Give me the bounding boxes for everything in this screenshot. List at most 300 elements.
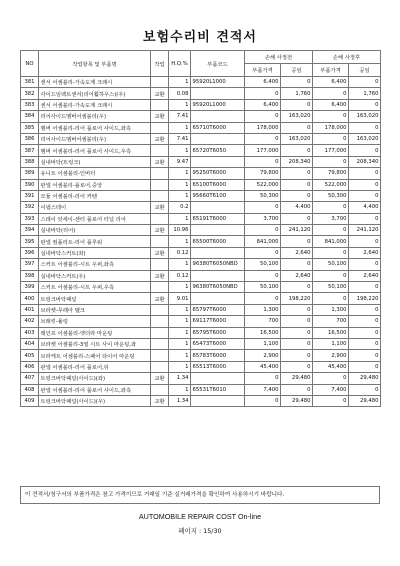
table-row [21,384,381,395]
header-work: 작업 [151,51,169,77]
item-name: 트렁크바닥패널(사이드)(우) [39,395,151,406]
hq-value: 1 [169,190,191,201]
before-part-price: 0 [245,88,281,99]
work-type [151,99,169,110]
item-name: 실내바닥(트렁크) [39,156,151,167]
after-part-price: 79,800 [313,168,349,179]
before-labor: 0 [281,316,313,327]
part-code: 95920L1000 [191,99,245,110]
work-type: 교환 [151,270,169,281]
row-no: 382 [21,88,39,99]
before-part-price: 0 [245,225,281,236]
before-part-price: 0 [245,395,281,406]
item-name: 판넬 어셈블리-리어 플로어,뒤 [39,361,151,372]
hq-value: 1 [169,179,191,190]
hq-value: 1 [169,304,191,315]
part-code [191,247,245,258]
table-row [21,316,381,327]
header-before-labor: 공임 [281,64,313,77]
hq-value: 1 [169,316,191,327]
row-no: 388 [21,156,39,167]
table-row [21,122,381,133]
after-part-price: 0 [313,373,349,384]
work-type: 교환 [151,395,169,406]
item-name: 스커트 어셈블리-시트 우퍼,우측 [39,282,151,293]
after-part-price: 0 [313,202,349,213]
before-labor: 29,480 [281,373,313,384]
header-hqty: H.Q.% [169,51,191,77]
before-part-price: 0 [245,133,281,144]
item-name: 레인프 어셈블리-엣더라 마운팅 [39,327,151,338]
after-part-price: 50,100 [313,259,349,270]
part-code: 65720T6050 [191,145,245,156]
after-part-price: 0 [313,247,349,258]
row-no: 400 [21,293,39,304]
after-labor: 0 [349,259,381,270]
item-name: 리어사이드멤버어셈블리(우) [39,111,151,122]
hq-value: 1 [169,282,191,293]
hq-value: 1 [169,145,191,156]
hq-value: 1 [169,77,191,88]
after-part-price: 0 [313,225,349,236]
row-no: 389 [21,168,39,179]
after-part-price: 50,100 [313,282,349,293]
hq-value: 1 [169,213,191,224]
after-labor: 0 [349,338,381,349]
item-name: 센서 어셈블리-가속도계 크래시 [39,77,151,88]
work-type: 교환 [151,88,169,99]
hq-value: 9.01 [169,293,191,304]
before-part-price: 50,300 [245,190,281,201]
before-part-price: 45,400 [245,361,281,372]
hq-value: 7.41 [169,111,191,122]
page-number: 페이지 : 15/30 [178,527,222,535]
before-labor: 0 [281,168,313,179]
item-name: 모듈 어셈블리-리어 커텐 [39,190,151,201]
before-labor: 208,340 [281,156,313,167]
table-row [21,247,381,258]
after-labor: 0 [349,145,381,156]
item-name: 브래킷-폴링 [39,316,151,327]
after-part-price: 50,300 [313,190,349,201]
header-item: 작업항목 및 부품명 [39,51,151,77]
table-row [21,99,381,110]
item-name: 트렁크바닥패널(사이드)(좌) [39,373,151,384]
row-no: 396 [21,247,39,258]
after-labor: 0 [349,316,381,327]
after-labor: 0 [349,327,381,338]
part-code [191,111,245,122]
part-code: 65531T6010 [191,384,245,395]
after-part-price: 6,400 [313,99,349,110]
hq-value: 1 [169,327,191,338]
before-part-price: 522,000 [245,179,281,190]
before-labor: 2,640 [281,247,313,258]
after-labor: 2,640 [349,270,381,281]
after-labor: 163,020 [349,133,381,144]
before-labor: 0 [281,350,313,361]
after-labor: 0 [349,122,381,133]
row-no: 401 [21,304,39,315]
work-type [151,168,169,179]
after-labor: 208,340 [349,156,381,167]
item-name: 스커트 어셈블리-시트 우퍼,좌측 [39,259,151,270]
work-type: 교환 [151,156,169,167]
part-code: 65100T6000 [191,179,245,190]
before-part-price: 1,300 [245,304,281,315]
work-type [151,304,169,315]
part-code: 69117T6000 [191,316,245,327]
table-row [21,270,381,281]
before-part-price: 841,000 [245,236,281,247]
hq-value: 0.12 [169,247,191,258]
before-labor: 0 [281,145,313,156]
table-row [21,111,381,122]
table-row [21,179,381,190]
before-part-price: 1,100 [245,338,281,349]
row-no: 393 [21,213,39,224]
after-part-price: 841,000 [313,236,349,247]
item-name: 브라켓-무래아 벨크 [39,304,151,315]
table-row [21,361,381,372]
before-labor: 1,760 [281,88,313,99]
work-type [151,361,169,372]
table-row [21,202,381,213]
header-no: NO [21,51,39,77]
before-labor: 241,120 [281,225,313,236]
after-labor: 29,480 [349,373,381,384]
row-no: 394 [21,225,39,236]
header-after-labor: 공임 [349,64,381,77]
work-type: 교환 [151,373,169,384]
header-code: 부품코드 [191,51,245,77]
table-row [21,373,381,384]
part-code [191,156,245,167]
hq-value: 1 [169,384,191,395]
after-part-price: 0 [313,270,349,281]
table-row [21,190,381,201]
after-labor: 1,760 [349,88,381,99]
after-labor: 0 [349,168,381,179]
table-row [21,88,381,99]
before-labor: 0 [281,236,313,247]
after-part-price: 700 [313,316,349,327]
work-type: 교환 [151,247,169,258]
footer-title: AUTOMOBILE REPAIR COST On-line [138,512,262,521]
work-type [151,145,169,156]
after-part-price: 1,300 [313,304,349,315]
header-after-group: 손해 사정후 [313,51,381,64]
work-type [151,190,169,201]
estimate-rows [21,77,381,407]
after-part-price: 0 [313,156,349,167]
row-no: 387 [21,145,39,156]
row-no: 390 [21,179,39,190]
row-no: 404 [21,338,39,349]
after-part-price: 3,700 [313,213,349,224]
estimate-table [20,50,381,407]
before-part-price: 7,400 [245,384,281,395]
hq-value: 1 [169,236,191,247]
work-type [151,316,169,327]
table-row [21,133,381,144]
before-part-price: 0 [245,373,281,384]
hq-value: 1.34 [169,395,191,406]
header-before-group: 손해 사정전 [245,51,313,64]
item-name: 브라케트 어셈블리-스페어 타이어 마운팅 [39,350,151,361]
before-labor: 0 [281,179,313,190]
item-name: 브라켓 어셈블리-3열 시트 사이 마운팅,좌 [39,338,151,349]
part-code: 65191T6000 [191,213,245,224]
after-part-price: 0 [313,395,349,406]
before-part-price: 79,800 [245,168,281,179]
before-labor: 0 [281,327,313,338]
after-labor: 0 [349,282,381,293]
after-part-price: 16,500 [313,327,349,338]
table-row [21,225,381,236]
table-row [21,259,381,270]
hq-value: 0.08 [169,88,191,99]
hq-value: 1 [169,338,191,349]
row-no: 395 [21,236,39,247]
row-no: 384 [21,111,39,122]
before-labor: 0 [281,190,313,201]
part-code: 95250T6000 [191,168,245,179]
part-code: 96380T6050NBD [191,259,245,270]
part-code: 65513T6000 [191,361,245,372]
work-type: 교환 [151,133,169,144]
before-labor: 163,020 [281,133,313,144]
hq-value: 1 [169,99,191,110]
before-labor: 0 [281,213,313,224]
after-part-price: 1,100 [313,338,349,349]
work-type [151,213,169,224]
table-row [21,213,381,224]
work-type: 교환 [151,225,169,236]
work-type: 교환 [151,293,169,304]
item-name: 판넬 컴플리트-리어 플루워 [39,236,151,247]
before-labor: 0 [281,259,313,270]
row-no: 398 [21,270,39,281]
before-labor: 2,640 [281,270,313,281]
part-code: 65795T6000 [191,327,245,338]
part-code [191,270,245,281]
hq-value: 0.12 [169,270,191,281]
part-code: 95920L1000 [191,77,245,88]
work-type [151,122,169,133]
row-no: 403 [21,327,39,338]
after-labor: 241,120 [349,225,381,236]
table-row [21,77,381,88]
part-code [191,88,245,99]
hq-value: 1 [169,259,191,270]
row-no: 391 [21,190,39,201]
row-no: 407 [21,373,39,384]
after-labor: 0 [349,350,381,361]
before-part-price: 50,100 [245,282,281,293]
after-part-price: 177,000 [313,145,349,156]
after-part-price: 2,900 [313,350,349,361]
after-labor: 4,400 [349,202,381,213]
before-labor: 0 [281,122,313,133]
document-title: 보험수리비 견적서 [143,30,257,45]
item-name: 리어사이드멤버어셈블리(우) [39,133,151,144]
item-name: 스테이 앗세이-센터 플로어 터널 리어 [39,213,151,224]
before-part-price: 0 [245,293,281,304]
before-labor: 0 [281,338,313,349]
after-part-price: 0 [313,111,349,122]
table-row [21,304,381,315]
item-name: 멤버 어셈블리-리어 플로어 사이드,좌측 [39,122,151,133]
table-row [21,282,381,293]
after-part-price: 0 [313,293,349,304]
table-row [21,395,381,406]
after-labor: 0 [349,77,381,88]
table-row [21,168,381,179]
after-part-price: 6,400 [313,77,349,88]
row-no: 386 [21,133,39,144]
after-labor: 198,220 [349,293,381,304]
table-row [21,338,381,349]
after-labor: 0 [349,384,381,395]
after-labor: 0 [349,213,381,224]
item-name: 사이드임팩트센서(리어휠하우스)(우) [39,88,151,99]
row-no: 399 [21,282,39,293]
work-type [151,282,169,293]
header-after-part-price: 부품가격 [313,64,349,77]
price-note: 이 견적서/청구서의 부품가격은 참고 가격이므로 거래일 기준 실거래가격을 확인하여 사용하시기 바랍니다. [20,486,380,504]
work-type [151,259,169,270]
part-code [191,373,245,384]
after-labor: 0 [349,304,381,315]
after-labor: 0 [349,99,381,110]
after-labor: 2,640 [349,247,381,258]
before-labor: 0 [281,282,313,293]
after-labor: 29,480 [349,395,381,406]
hq-value: 1 [169,122,191,133]
item-name: 센서 어셈블리-가속도계 크래시 [39,99,151,110]
table-row [21,350,381,361]
item-name: 멤버 어셈블리-리어 플로어 사이드,우측 [39,145,151,156]
item-name: 트렁크바닥패널 [39,293,151,304]
work-type [151,384,169,395]
before-part-price: 6,400 [245,99,281,110]
item-name: 실내바닥(리어) [39,225,151,236]
work-type [151,77,169,88]
row-no: 405 [21,350,39,361]
before-labor: 0 [281,384,313,395]
work-type [151,338,169,349]
part-code [191,395,245,406]
row-no: 381 [21,77,39,88]
part-code [191,202,245,213]
after-part-price: 0 [313,88,349,99]
table-row [21,145,381,156]
after-labor: 0 [349,236,381,247]
before-part-price: 700 [245,316,281,327]
row-no: 392 [21,202,39,213]
work-type: 교환 [151,111,169,122]
row-no: 402 [21,316,39,327]
part-code: 65783T6000 [191,350,245,361]
hq-value: 1 [169,168,191,179]
hq-value: 0.2 [169,202,191,213]
before-part-price: 3,700 [245,213,281,224]
before-labor: 0 [281,77,313,88]
item-name: 실내바닥스커트(우) [39,270,151,281]
row-no: 385 [21,122,39,133]
after-part-price: 178,000 [313,122,349,133]
before-part-price: 6,400 [245,77,281,88]
before-labor: 0 [281,99,313,110]
before-part-price: 16,500 [245,327,281,338]
part-code: 65500T6000 [191,236,245,247]
work-type [151,179,169,190]
after-labor: 0 [349,179,381,190]
work-type [151,350,169,361]
before-labor: 0 [281,304,313,315]
part-code [191,293,245,304]
row-no: 397 [21,259,39,270]
before-part-price: 50,100 [245,259,281,270]
before-labor: 163,020 [281,111,313,122]
before-part-price: 2,900 [245,350,281,361]
after-part-price: 45,400 [313,361,349,372]
part-code: 65797T6000 [191,304,245,315]
before-labor: 198,220 [281,293,313,304]
header-before-part-price: 부품가격 [245,64,281,77]
row-no: 409 [21,395,39,406]
before-labor: 29,480 [281,395,313,406]
hq-value: 1 [169,350,191,361]
after-part-price: 522,000 [313,179,349,190]
work-type [151,327,169,338]
before-labor: 4,400 [281,202,313,213]
work-type [151,236,169,247]
hq-value: 1.34 [169,373,191,384]
part-code [191,133,245,144]
hq-value: 10.96 [169,225,191,236]
before-part-price: 0 [245,156,281,167]
hq-value: 9.47 [169,156,191,167]
before-part-price: 0 [245,270,281,281]
item-name: 실내바닥스커트(좌) [39,247,151,258]
item-name: 이냅스테이 [39,202,151,213]
part-code: 65710T6000 [191,122,245,133]
item-name: 유니트 어셈블리-인버터 [39,168,151,179]
before-part-price: 178,000 [245,122,281,133]
table-row [21,156,381,167]
after-labor: 0 [349,190,381,201]
part-code: 96380T6050NBD [191,282,245,293]
hq-value: 7.41 [169,133,191,144]
row-no: 406 [21,361,39,372]
part-code: 95660T6100 [191,190,245,201]
before-part-price: 0 [245,247,281,258]
hq-value: 1 [169,361,191,372]
table-row [21,236,381,247]
table-row [21,293,381,304]
row-no: 383 [21,99,39,110]
after-labor: 163,020 [349,111,381,122]
work-type: 교환 [151,202,169,213]
row-no: 408 [21,384,39,395]
part-code: 65473T6000 [191,338,245,349]
after-part-price: 7,400 [313,384,349,395]
before-part-price: 0 [245,202,281,213]
before-part-price: 0 [245,111,281,122]
before-part-price: 177,000 [245,145,281,156]
